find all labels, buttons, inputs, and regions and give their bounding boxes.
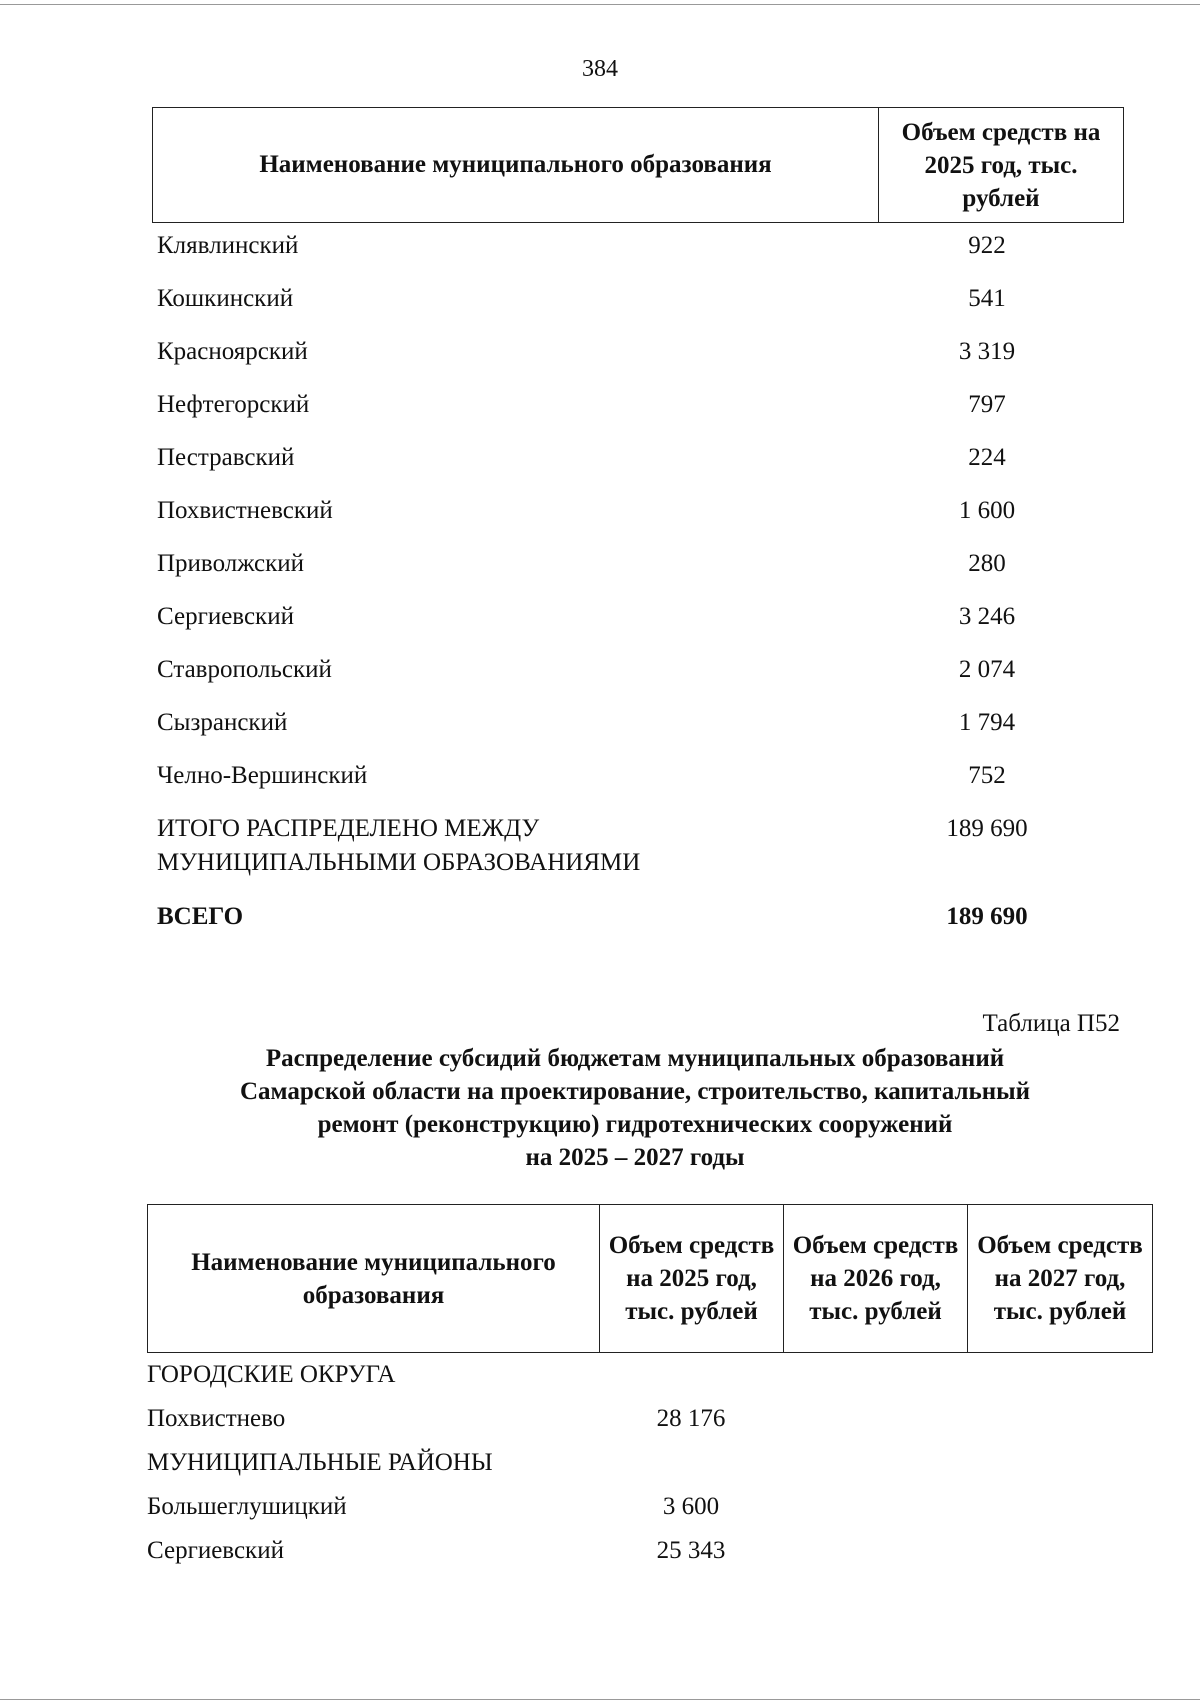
subtotal-label bbox=[157, 812, 897, 900]
table-row bbox=[157, 441, 1117, 494]
table2-title-line: Распределение субсидий бюджетам муниципальных образований bbox=[265, 1045, 1005, 1072]
row-value: 3 246 bbox=[958, 603, 1016, 630]
row-name: Похвистневский bbox=[157, 497, 333, 524]
table2-header bbox=[147, 1204, 1153, 1353]
row-value-2025 bbox=[599, 1445, 793, 1489]
table2-header-2026: Объем средств на 2026 год, тыс. рублей bbox=[784, 1205, 968, 1352]
table-row bbox=[157, 706, 1117, 759]
row-value: 3 319 bbox=[958, 338, 1016, 365]
subtotal-label-line1: ИТОГО РАСПРЕДЕЛЕНО МЕЖДУ bbox=[157, 815, 540, 842]
row-value: 280 bbox=[968, 550, 1006, 577]
table2-title bbox=[0, 1042, 1200, 1174]
table2-header-name: Наименование муниципального образования bbox=[148, 1205, 600, 1352]
total-label: ВСЕГО bbox=[157, 903, 244, 930]
table-row bbox=[157, 494, 1117, 547]
table2-body bbox=[147, 1357, 1153, 1577]
bottom-scan-edge bbox=[0, 1699, 1200, 1700]
row-value-2025 bbox=[599, 1357, 793, 1401]
table-row bbox=[157, 759, 1117, 812]
row-name: Сызранский bbox=[157, 709, 288, 736]
section-row bbox=[147, 1357, 1153, 1401]
row-name: Похвистнево bbox=[147, 1405, 286, 1432]
total-row bbox=[157, 900, 1117, 953]
row-name: Сергиевский bbox=[147, 1537, 284, 1564]
row-value-2025: 3 600 bbox=[662, 1493, 720, 1520]
subtotal-value: 189 690 bbox=[946, 815, 1028, 842]
row-value: 224 bbox=[968, 444, 1006, 471]
row-value: 922 bbox=[968, 232, 1006, 259]
table2-title-line: на 2025 – 2027 годы bbox=[525, 1144, 745, 1171]
table2-title-line: ремонт (реконструкцию) гидротехнических сооружений bbox=[317, 1111, 953, 1138]
page-number: 384 bbox=[582, 56, 618, 82]
section-row bbox=[147, 1445, 1153, 1489]
row-name: Нефтегорский bbox=[157, 391, 310, 418]
section-label: ГОРОДСКИЕ ОКРУГА bbox=[147, 1361, 396, 1388]
table2-title-line: Самарской области на проектирование, строительство, капитальный bbox=[239, 1078, 1031, 1105]
subtotal-label-line2: МУНИЦИПАЛЬНЫМИ ОБРАЗОВАНИЯМИ bbox=[157, 849, 641, 876]
row-name: Ставропольский bbox=[157, 656, 332, 683]
row-value-2025: 25 343 bbox=[656, 1537, 726, 1564]
table-row bbox=[157, 229, 1117, 282]
table-row bbox=[147, 1401, 1153, 1445]
row-name: Большеглушицкий bbox=[147, 1493, 347, 1520]
table-row bbox=[147, 1533, 1153, 1577]
subtotal-row bbox=[157, 812, 1117, 900]
table-row bbox=[157, 282, 1117, 335]
row-name: Кошкинский bbox=[157, 285, 294, 312]
table-row bbox=[147, 1489, 1153, 1533]
row-value: 1 794 bbox=[958, 709, 1016, 736]
row-name: Пестравский bbox=[157, 444, 295, 471]
table1-body bbox=[157, 229, 1117, 953]
table2-label: Таблица П52 bbox=[982, 1010, 1120, 1037]
row-value: 752 bbox=[968, 762, 1006, 789]
row-name: Приволжский bbox=[157, 550, 305, 577]
top-scan-edge bbox=[0, 4, 1200, 5]
row-value: 541 bbox=[968, 285, 1006, 312]
table-row bbox=[157, 547, 1117, 600]
row-name: Клявлинский bbox=[157, 232, 299, 259]
table-row bbox=[157, 388, 1117, 441]
table1-header-name: Наименование муниципального образования bbox=[153, 108, 879, 222]
section-label: МУНИЦИПАЛЬНЫЕ РАЙОНЫ bbox=[147, 1449, 493, 1476]
total-value: 189 690 bbox=[946, 903, 1028, 930]
table1-header-volume: Объем средств на 2025 год, тыс. рублей bbox=[901, 118, 1101, 212]
table2-header-2025: Объем средств на 2025 год, тыс. рублей bbox=[600, 1205, 784, 1352]
table-row bbox=[157, 600, 1117, 653]
row-name: Красноярский bbox=[157, 338, 308, 365]
row-value-2025: 28 176 bbox=[656, 1405, 726, 1432]
row-value: 2 074 bbox=[958, 656, 1016, 683]
table-row bbox=[157, 653, 1117, 706]
table1-header bbox=[152, 107, 1124, 223]
table-row bbox=[157, 335, 1117, 388]
row-value: 797 bbox=[968, 391, 1006, 418]
row-name: Челно-Вершинский bbox=[157, 762, 368, 789]
row-value: 1 600 bbox=[958, 497, 1016, 524]
table2-header-2027: Объем средств на 2027 год, тыс. рублей bbox=[977, 1232, 1143, 1325]
row-name: Сергиевский bbox=[157, 603, 294, 630]
